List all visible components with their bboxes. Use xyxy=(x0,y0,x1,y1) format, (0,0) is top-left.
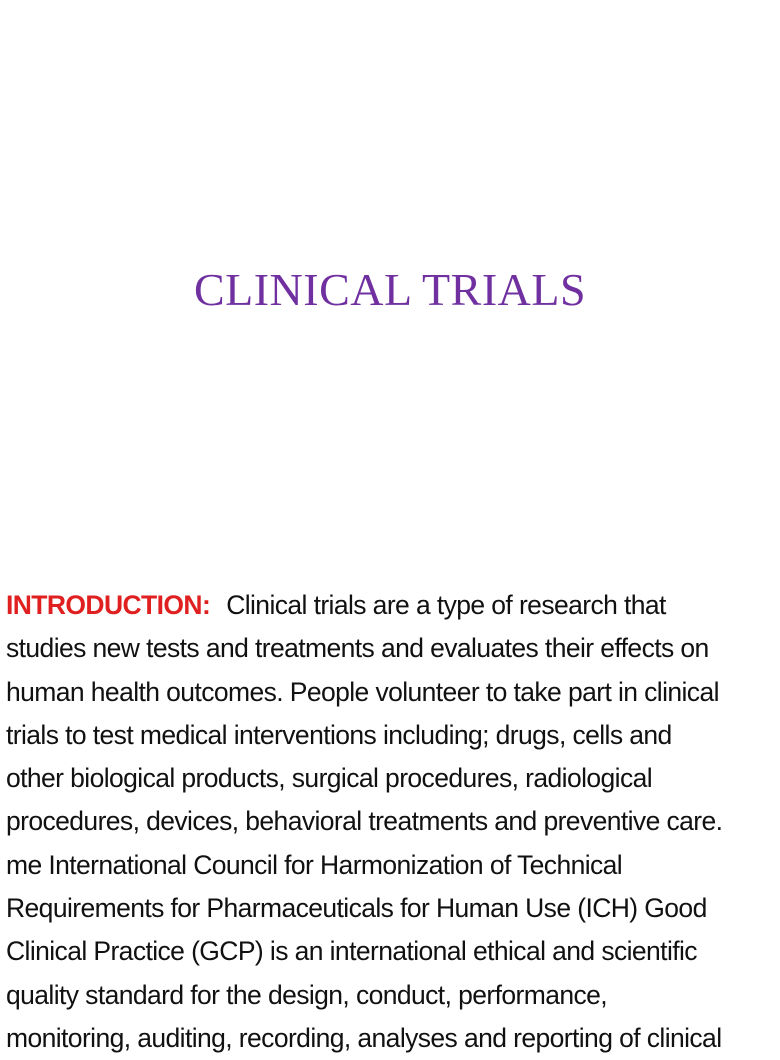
intro-line-7: me International Council for Harmonization of Technical xyxy=(6,849,623,880)
intro-heading: INTRODUCTION: xyxy=(6,590,211,620)
introduction-paragraph xyxy=(6,584,746,1053)
intro-line-2: studies new tests and treatments and evaluates their effects on xyxy=(6,633,709,664)
intro-line-8: Requirements for Pharmaceuticals for Human Use (ICH) Good xyxy=(6,893,707,924)
intro-line-11-partial: monitoring, auditing, recording, analyses and reporting of clinical xyxy=(6,1022,722,1053)
intro-line-1 xyxy=(6,584,746,627)
intro-line-6: procedures, devices, behavioral treatments and preventive care. xyxy=(6,806,723,837)
intro-line-9: Clinical Practice (GCP) is an international ethical and scientific xyxy=(6,936,697,967)
slide-title: CLINICAL TRIALS xyxy=(193,264,587,315)
intro-line-3: human health outcomes. People volunteer to take part in clinical xyxy=(6,676,719,707)
intro-line-5: other biological products, surgical procedures, radiological xyxy=(6,763,653,794)
intro-line-text: Clinical trials are a type of research that xyxy=(226,590,666,620)
intro-line-4: trials to test medical interventions including; drugs, cells and xyxy=(6,719,672,750)
intro-line-10: quality standard for the design, conduct, performance, xyxy=(6,979,608,1010)
